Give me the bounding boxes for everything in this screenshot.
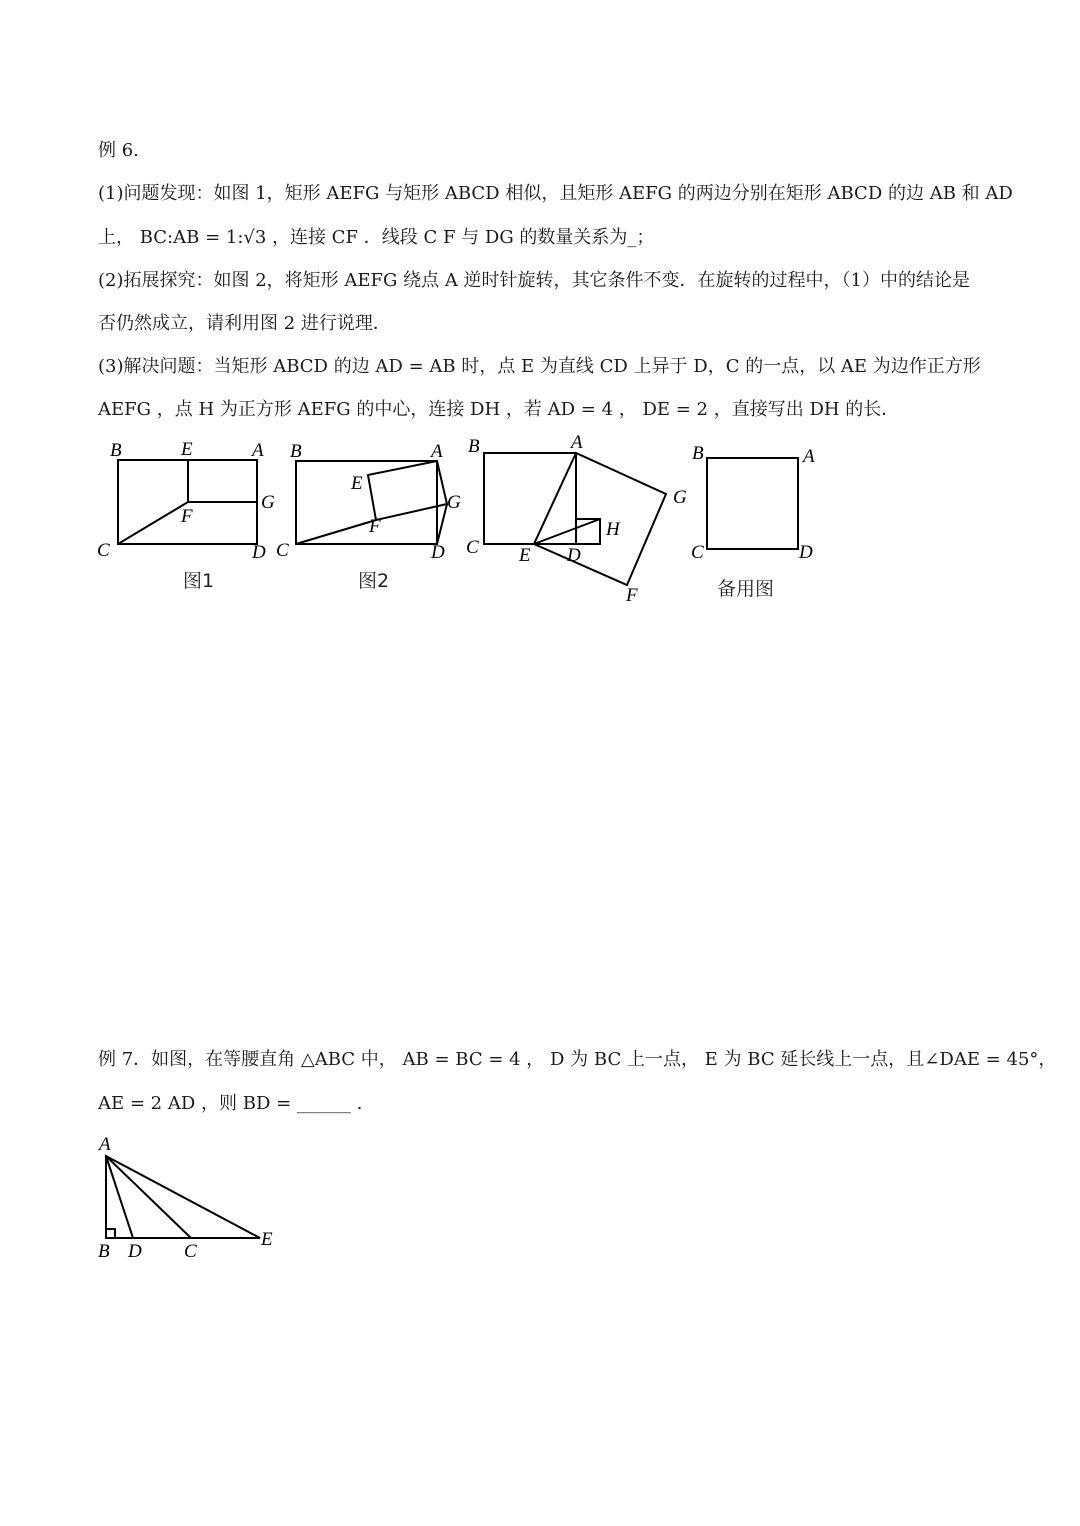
label-e-7: E — [261, 1229, 273, 1250]
label-d-4: D — [799, 542, 813, 563]
ex7-line2: AE = 2 AD ，则 BD = ______ . — [98, 1093, 363, 1114]
ex6-title: 例 6. — [98, 140, 139, 161]
label-f-3: F — [626, 585, 638, 606]
label-a: A — [252, 440, 264, 461]
label-d-3: D — [567, 545, 581, 566]
label-f: F — [181, 506, 193, 527]
ex6-part3-line2: AEFG ，点 H 为正方形 AEFG 的中心，连接 DH ，若 AD = 4 ， DE = 2 ，直接写出 DH 的长． — [98, 399, 900, 420]
label-g-3: G — [673, 487, 687, 508]
label-b: B — [110, 440, 122, 461]
figure-3 — [460, 430, 700, 610]
label-c-7: C — [184, 1241, 197, 1262]
label-e-3: E — [519, 545, 531, 566]
label-a-3: A — [571, 432, 583, 453]
segment-cf — [118, 502, 188, 544]
label-b-3: B — [468, 436, 480, 457]
rect-abcd-2 — [296, 461, 437, 544]
label-a-2: A — [431, 441, 443, 462]
square-abcd-spare — [707, 458, 798, 549]
figure-2-caption: 图2 — [358, 570, 390, 592]
label-g: G — [261, 492, 275, 513]
label-c-2: C — [276, 540, 289, 561]
label-b-7: B — [98, 1241, 110, 1262]
label-d: D — [252, 542, 266, 563]
rect-aefg-rotated — [368, 461, 447, 520]
label-f-2: F — [369, 516, 381, 537]
ex6-part1-line1: (1)问题发现：如图 1，矩形 AEFG 与矩形 ABCD 相似，且矩形 AEFG 的两边分别在矩形 ABCD 的边 AB 和 AD — [98, 183, 1013, 204]
label-e: E — [181, 439, 193, 460]
figure-spare — [680, 435, 830, 565]
segment-dg-2 — [437, 504, 447, 544]
figure-spare-caption: 备用图 — [717, 578, 775, 600]
figure-1-caption: 图1 — [183, 570, 215, 592]
ex7-line1: 例 7．如图，在等腰直角 △ABC 中， AB = BC = 4 ， D 为 BC 上一点， E 为 BC 延长线上一点，且∠DAE = 45°， — [98, 1049, 1057, 1070]
label-g-2: G — [447, 492, 461, 513]
label-c-4: C — [691, 542, 704, 563]
square-abcd-3 — [484, 453, 576, 544]
label-e-2: E — [351, 473, 363, 494]
segment-cf-2 — [296, 520, 376, 544]
label-d-2: D — [431, 542, 445, 563]
label-b-2: B — [290, 441, 302, 462]
label-d-7: D — [128, 1241, 142, 1262]
label-c: C — [97, 540, 110, 561]
ex6-part3-line1: (3)解决问题：当矩形 ABCD 的边 AD = AB 时，点 E 为直线 CD 上异于 D，C 的一点，以 AE 为边作正方形 — [98, 356, 981, 377]
label-a-7: A — [99, 1134, 111, 1155]
ex6-part1-line2: 上， BC:AB = 1:√3 ，连接 CF ．线段 C F 与 DG 的数量关系为_； — [98, 227, 655, 248]
label-h-3: H — [606, 519, 620, 540]
right-angle-b — [106, 1229, 115, 1238]
ex6-part2-line1: (2)拓展探究：如图 2，将矩形 AEFG 绕点 A 逆时针旋转，其它条件不变．在旋转的过程中，（1）中的结论是 — [98, 270, 971, 291]
ex6-part2-line2: 否仍然成立，请利用图 2 进行说理． — [98, 313, 391, 334]
label-a-4: A — [803, 446, 815, 467]
label-c-3: C — [466, 537, 479, 558]
label-b-4: B — [692, 443, 704, 464]
figure-ex7 — [90, 1128, 290, 1268]
